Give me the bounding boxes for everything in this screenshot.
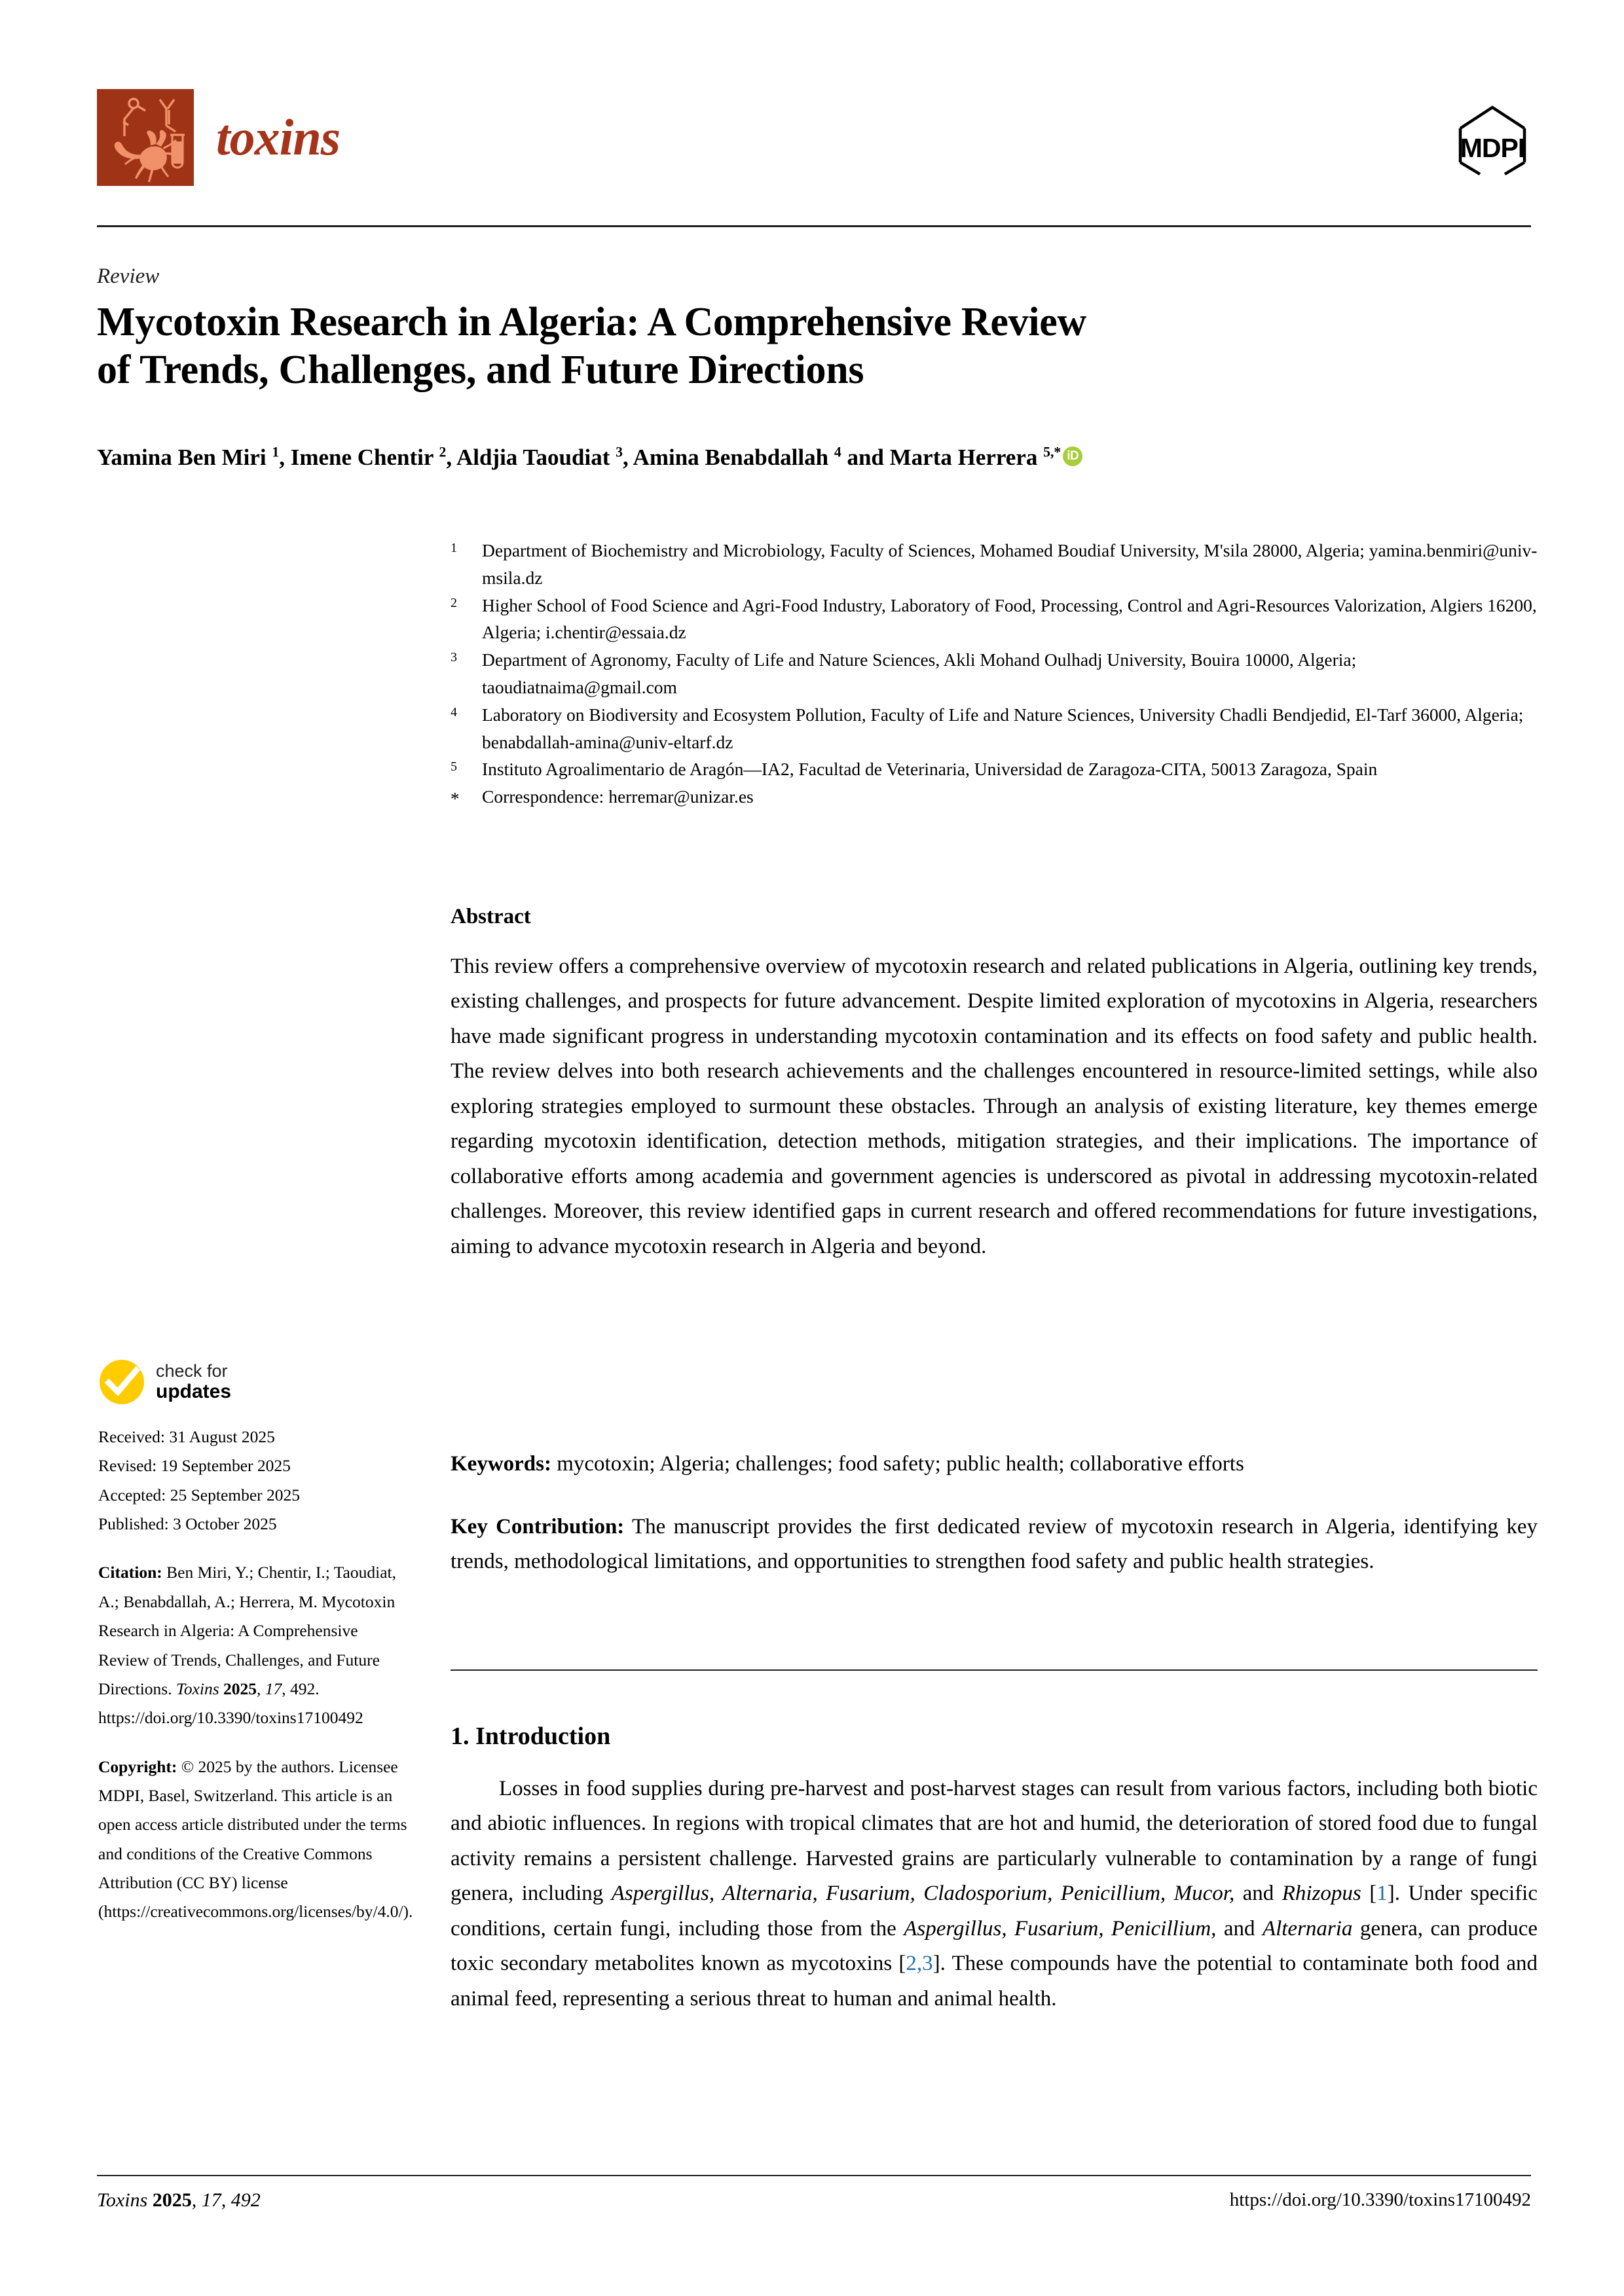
intro-text-part-2: . Under specific conditions, certain fungi, including those from the <box>451 1882 1538 1941</box>
copyright-label: Copyright: <box>98 1757 177 1776</box>
cfu-line-1: check for <box>156 1361 228 1381</box>
intro-text-part-3: genera, can produce toxic secondary metabolites known as mycotoxins <box>451 1916 1538 1976</box>
reference-link-1[interactable]: 1 <box>1376 1882 1388 1906</box>
citation-journal: Toxins <box>175 1679 219 1698</box>
toxins-scorpion-logo-icon <box>97 89 194 186</box>
affiliation-item <box>451 701 1538 756</box>
genera-names-4: Alternaria <box>1262 1916 1353 1941</box>
affiliation-text: Higher School of Food Science and Agri-Food Industry, Laboratory of Food, Processing, Control and Agri-Resources Valorization, Algiers 16200, Algeria; i.chentir@essaia.dz <box>482 594 1537 643</box>
affiliation-item <box>451 756 1538 783</box>
correspondence-text: Correspondence: herremar@unizar.es <box>482 786 754 807</box>
accepted-date: Accepted: 25 September 2025 <box>98 1485 301 1504</box>
affiliation-text: Department of Biochemistry and Microbiology, Faculty of Sciences, Mohamed Boudiaf University, M'sila 28000, Algeria; yamina.benmiri@univ-msila.dz <box>482 540 1538 588</box>
header-divider <box>97 225 1531 227</box>
title-line-1: Mycotoxin Research in Algeria: A Comprehensive Review <box>97 300 1086 344</box>
footer-citation <box>97 2189 261 2212</box>
page-footer <box>97 2189 1531 2212</box>
svg-text:MDPI: MDPI <box>1460 133 1525 163</box>
correspondence-marker: * <box>451 789 460 809</box>
affiliation-item <box>451 646 1538 701</box>
keywords-label: Keywords: <box>451 1452 551 1476</box>
citation-volume: , 17 <box>257 1679 282 1698</box>
footer-year: 2025 <box>152 2189 192 2211</box>
affiliation-item <box>451 592 1538 647</box>
check-for-updates-label <box>156 1361 231 1403</box>
author-names: Yamina Ben Miri $^1$, Imene Chentir $^2$, Aldjia Taoudiat $^3$, Amina Benabdallah $^4$ and Marta Herrera $^{5,*}$ <box>97 444 1061 470</box>
footer-journal-name: Toxins <box>97 2189 148 2211</box>
citation-label: Citation: <box>98 1563 162 1582</box>
key-contribution-label: Key Contribution: <box>451 1515 625 1539</box>
cfu-line-2: updates <box>156 1381 232 1403</box>
genera-names-2: Rhizopus <box>1282 1882 1361 1906</box>
publication-dates <box>98 1423 413 1539</box>
journal-title: toxins <box>216 109 341 166</box>
copyright-block <box>98 1753 413 1927</box>
genera-names-3: Aspergillus, Fusarium, Penicillium, <box>904 1916 1217 1941</box>
footer-divider <box>97 2175 1531 2176</box>
keywords-line <box>451 1447 1544 1482</box>
article-metadata-sidebar <box>98 1358 413 1927</box>
affiliation-marker: 5 <box>451 759 457 774</box>
published-date: Published: 3 October 2025 <box>98 1514 277 1534</box>
intro-text-part-4: . These compounds have the potential to contaminate both food and animal feed, representing a serious threat to human and animal health. <box>451 1952 1538 2011</box>
crossmark-check-for-updates[interactable] <box>98 1358 413 1406</box>
article-type-label: Review <box>97 264 160 288</box>
key-contribution-block <box>451 1510 1538 1580</box>
received-date: Received: 31 August 2025 <box>98 1427 275 1446</box>
citation-volume-number: 17 <box>265 1679 282 1698</box>
footer-doi-link[interactable]: https://doi.org/10.3390/toxins17100492 <box>1229 2189 1531 2210</box>
citation-body: Ben Miri, Y.; Chentir, I.; Taoudiat, A.; Benabdallah, A.; Herrera, M. Mycotoxin Research in Algeria: A Comprehensive Review of Trends, Challenges, and Future Directions. <box>98 1563 396 1698</box>
citation-year: 2025 <box>223 1679 257 1698</box>
footer-volume-page: , 17, 492 <box>191 2189 261 2211</box>
section-divider <box>451 1669 1538 1671</box>
abstract-text: This review offers a comprehensive overview of mycotoxin research and related publications in Algeria, outlining key trends, existing challenges, and prospects for future advancement. Despite limited exploration of mycotoxins in Algeria, researchers have made significant progress in understanding mycotoxin contamination and its effects on food safety and public health. The review delves into both research achievements and the challenges encountered in resource-limited settings, while also exploring strategies employed to surmount these obstacles. Through an analysis of existing literature, key themes emerge regarding mycotoxin identification, detection methods, mitigation strategies, and their implications. The importance of collaborative efforts among academia and government agencies is underscored as pivotal in addressing mycotoxin-related challenges. Moreover, this review identified gaps in current research and offered recommendations for future investigations, aiming to advance mycotoxin research in Algeria and beyond. <box>451 955 1538 1258</box>
affiliation-item <box>451 537 1538 592</box>
affiliation-marker: 2 <box>451 595 457 610</box>
page-header <box>97 84 1531 195</box>
orcid-icon[interactable]: iD <box>1063 446 1082 466</box>
copyright-text: © 2025 by the authors. Licensee MDPI, Basel, Switzerland. This article is an open access article distributed under the terms and conditions of the Creative Commons Attribution (CC BY) license (https://creativecommons.org/licenses/by/4.0/). <box>98 1757 413 1922</box>
mdpi-logo-icon <box>1454 101 1531 178</box>
conjunction-and: and <box>1234 1882 1282 1906</box>
citation-doi[interactable]: https://doi.org/10.3390/toxins17100492 <box>98 1708 363 1728</box>
intro-text-part-1: Losses in food supplies during pre-harvest and post-harvest stages can result from various factors, including both biotic and abiotic influences. In regions with tropical climates that are hot and humid, the deterioration of stored food due to fungal activity remains a persistent challenge. Harvested grains are particularly vulnerable to contamination by a range of fungi genera, including <box>451 1777 1538 1906</box>
keywords-values: mycotoxin; Algeria; challenges; food safety; public health; collaborative efforts <box>551 1452 1244 1476</box>
affiliation-text: Laboratory on Biodiversity and Ecosystem Pollution, Faculty of Life and Nature Sciences, University Chadli Bendjedid, El-Tarf 36000, Algeria; benabdallah-amina@univ-eltarf.dz <box>482 704 1524 752</box>
genera-names-1: Aspergillus, Alternaria, Fusarium, Cladosporium, Penicillium, Mucor, <box>611 1882 1235 1906</box>
check-circle-icon <box>98 1358 145 1406</box>
key-contribution-text: The manuscript provides the first dedicated review of mycotoxin research in Algeria, identifying key trends, methodological limitations, and opportunities to strengthen food safety and public health strategies. <box>451 1515 1538 1574</box>
abstract-heading: Abstract <box>451 905 531 928</box>
revised-date: Revised: 19 September 2025 <box>98 1456 291 1476</box>
introduction-heading: 1. Introduction <box>451 1722 611 1750</box>
title-line-2: of Trends, Challenges, and Future Directions <box>97 347 864 392</box>
citation-article-number: , 492. <box>282 1679 320 1698</box>
affiliation-text: Instituto Agroalimentario de Aragón—IA2, Facultad de Veterinaria, Universidad de Zaragoza-CITA, 50013 Zaragoza, Spain <box>482 759 1378 780</box>
affiliation-marker: 1 <box>451 541 457 555</box>
affiliation-list <box>451 537 1538 812</box>
journal-branding <box>97 89 340 186</box>
introduction-paragraph: Losses in food supplies during pre-harvest and post-harvest stages can result from various factors, including both biotic and abiotic influences. In regions with tropical climates that are hot and humid, the deterioration of stored food due to fungal activity remains a persistent challenge. Harvested grains are particularly vulnerable to contamination by a range of fungi genera, including Aspergillus, Alternaria, Fusarium, Cladosporium, Penicillium, Mucor, and Rhizopus [1]. Under specific conditions, certain fungi, including those from the Aspergillus, Fusarium, Penicillium, and Alternaria genera, can produce toxic secondary metabolites known as mycotoxins [2,3]. These compounds have the potential to contaminate both food and animal feed, representing a serious threat to human and animal health. <box>451 1777 1538 2011</box>
affiliation-marker: 3 <box>451 650 457 665</box>
conjunction-and-2: and <box>1216 1916 1263 1941</box>
reference-link-2[interactable]: 2,3 <box>906 1952 933 1976</box>
affiliation-marker: 4 <box>451 704 457 720</box>
author-list <box>97 443 1524 473</box>
affiliation-text: Department of Agronomy, Faculty of Life and Nature Sciences, Akli Mohand Oulhadj University, Bouira 10000, Algeria; taoudiatnaima@gmail.com <box>482 649 1357 697</box>
page-title <box>97 299 1485 393</box>
citation-block <box>98 1558 413 1732</box>
affiliation-item <box>451 783 1538 812</box>
